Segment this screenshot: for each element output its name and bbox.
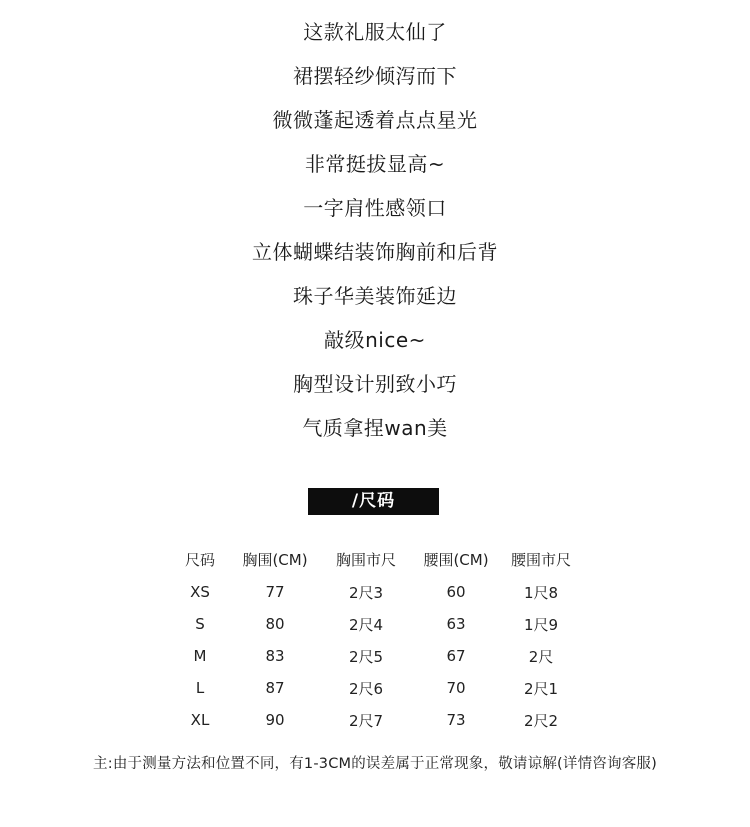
header-waist-chi: 腰围市尺 (510, 550, 571, 569)
cell-waist-cm: 60 (446, 583, 466, 601)
cell-bust-cm: 77 (265, 583, 285, 601)
table-row (170, 576, 582, 608)
cell-waist-cm: 67 (446, 647, 466, 665)
cell-waist-chi: 2尺1 (523, 679, 559, 698)
cell-bust-cm: 80 (265, 615, 285, 633)
cell-waist-chi: 2尺 (528, 647, 554, 666)
cell-size: S (195, 615, 205, 633)
table-row (170, 608, 582, 640)
description-text-block (0, 14, 750, 454)
cell-size: XL (190, 711, 210, 729)
description-line: 气质拿捏wan美 (302, 416, 448, 440)
cell-size: M (193, 647, 207, 665)
table-row (170, 640, 582, 672)
description-line: 一字肩性感领口 (303, 196, 447, 220)
header-size: 尺码 (184, 550, 215, 569)
description-line: 立体蝴蝶结装饰胸前和后背 (252, 240, 498, 264)
cell-waist-cm: 70 (446, 679, 466, 697)
cell-waist-chi: 1尺9 (523, 615, 559, 634)
header-bust-chi: 胸围市尺 (335, 550, 396, 569)
size-table (170, 542, 582, 736)
description-line: 珠子华美装饰延边 (293, 284, 457, 308)
table-row (170, 672, 582, 704)
header-bust-cm: 胸围(CM) (242, 550, 308, 569)
description-line: 胸型设计别致小巧 (293, 372, 457, 396)
cell-bust-chi: 2尺3 (348, 583, 384, 602)
cell-size: L (195, 679, 205, 697)
cell-size: XS (190, 583, 210, 601)
size-section-header: /尺码 (308, 488, 439, 515)
cell-bust-cm: 90 (265, 711, 285, 729)
description-line: 微微蓬起透着点点星光 (272, 108, 478, 132)
cell-bust-chi: 2尺7 (348, 711, 384, 730)
description-line: 裙摆轻纱倾泻而下 (293, 64, 457, 88)
cell-bust-cm: 87 (265, 679, 285, 697)
cell-bust-chi: 2尺6 (348, 679, 384, 698)
description-line: 非常挺拔显高~ (304, 152, 446, 176)
cell-bust-chi: 2尺4 (348, 615, 384, 634)
cell-waist-cm: 73 (446, 711, 466, 729)
table-row (170, 704, 582, 736)
description-line: 这款礼服太仙了 (303, 20, 447, 44)
table-header-row (170, 542, 582, 576)
header-waist-cm: 腰围(CM) (423, 550, 489, 569)
description-line: 敲级nice~ (324, 328, 426, 352)
cell-bust-cm: 83 (265, 647, 285, 665)
measurement-note: 主:由于测量方法和位置不同，有1-3CM的误差属于正常现象，敬请谅解(详情咨询客服) (93, 756, 657, 772)
cell-waist-chi: 2尺2 (523, 711, 559, 730)
cell-bust-chi: 2尺5 (348, 647, 384, 666)
cell-waist-cm: 63 (446, 615, 466, 633)
cell-waist-chi: 1尺8 (523, 583, 559, 602)
